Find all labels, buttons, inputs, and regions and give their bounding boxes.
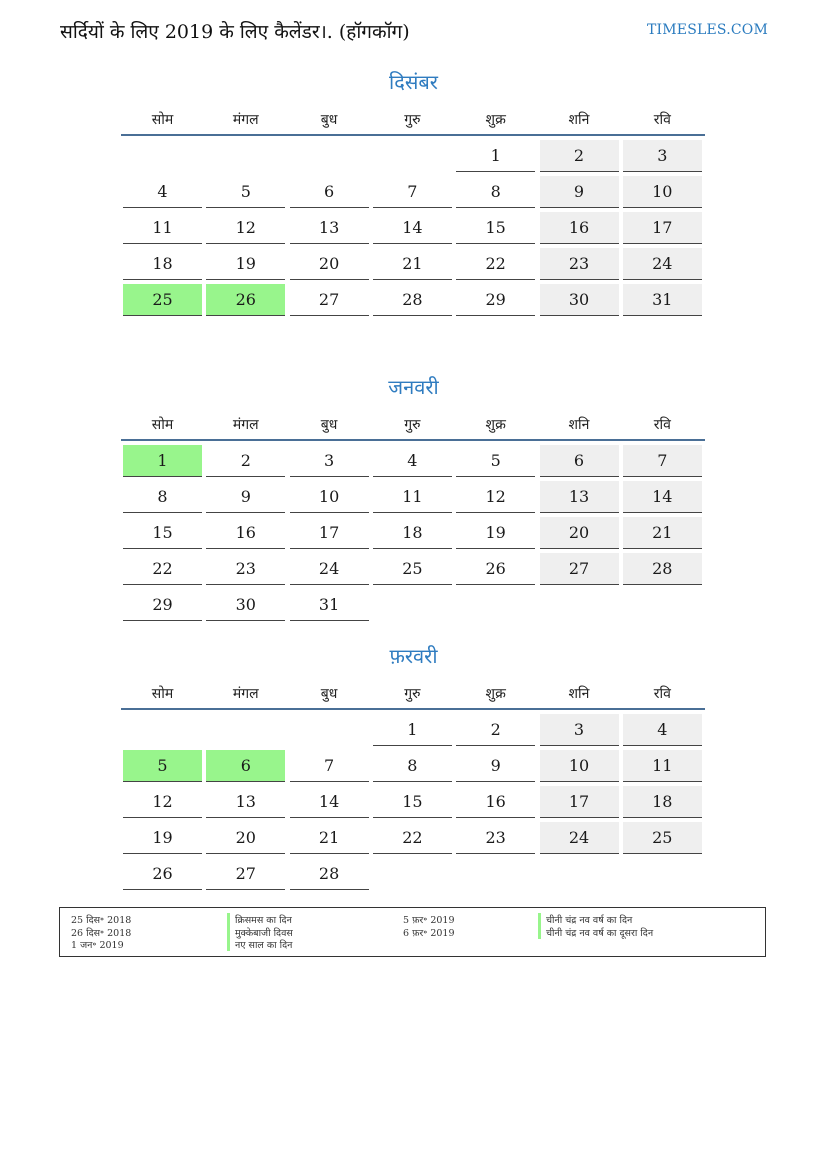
day-cell: 3	[540, 714, 619, 746]
weekday-label: शनि	[568, 112, 590, 128]
weekday-label: बुध	[320, 686, 338, 702]
weekday-label: गुरु	[404, 686, 421, 702]
day-cell: 6	[540, 445, 619, 477]
holiday-legend	[59, 907, 766, 957]
day-cell: 22	[373, 822, 452, 854]
day-cell: 16	[456, 786, 535, 818]
day-cell: 7	[373, 176, 452, 208]
day-cell: 4	[123, 176, 202, 208]
day-cell: 23	[540, 248, 619, 280]
day-cell: 27	[540, 553, 619, 585]
day-cell: 1	[456, 140, 535, 172]
day-cell: 17	[540, 786, 619, 818]
legend-date: 5 फ़र॰ 2019	[403, 915, 455, 926]
day-cell: 14	[623, 481, 702, 513]
day-cell: 2	[206, 445, 285, 477]
day-cell: 8	[123, 481, 202, 513]
day-cell: 7	[623, 445, 702, 477]
month-title: फ़रवरी	[389, 644, 438, 668]
weekday-label: सोम	[151, 112, 174, 128]
weekday-label: रवि	[653, 417, 671, 433]
day-cell: 29	[456, 284, 535, 316]
weekday-label: मंगल	[232, 112, 259, 128]
day-cell: 15	[456, 212, 535, 244]
day-cell: 9	[540, 176, 619, 208]
weekday-label: रवि	[653, 112, 671, 128]
day-cell: 29	[123, 589, 202, 621]
weekday-label: सोम	[151, 686, 174, 702]
day-cell: 8	[373, 750, 452, 782]
day-cell: 2	[540, 140, 619, 172]
day-cell: 23	[456, 822, 535, 854]
day-cell: 10	[540, 750, 619, 782]
weekday-label: मंगल	[232, 417, 259, 433]
day-cell: 9	[206, 481, 285, 513]
weekday-label: शनि	[568, 686, 590, 702]
day-cell: 3	[290, 445, 369, 477]
day-cell: 3	[623, 140, 702, 172]
site-link[interactable]: TIMESLES.COM	[647, 22, 768, 38]
legend-holiday-name: क्रिसमस का दिन	[227, 913, 292, 926]
legend-holiday-name: चीनी चंद्र नव वर्ष का दिन	[538, 913, 632, 926]
day-cell: 4	[373, 445, 452, 477]
day-cell: 26	[456, 553, 535, 585]
day-cell: 20	[290, 248, 369, 280]
day-cell: 22	[123, 553, 202, 585]
month-title: दिसंबर	[389, 70, 438, 94]
day-cell: 13	[290, 212, 369, 244]
day-cell: 20	[206, 822, 285, 854]
holiday-day-cell: 1	[123, 445, 202, 477]
month-title: जनवरी	[388, 375, 439, 399]
legend-holiday-name: मुक्केबाजी दिवस	[227, 926, 293, 939]
day-cell: 10	[290, 481, 369, 513]
day-cell: 19	[123, 822, 202, 854]
weekday-label: मंगल	[232, 686, 259, 702]
day-cell: 4	[623, 714, 702, 746]
day-cell: 5	[456, 445, 535, 477]
day-cell: 28	[290, 858, 369, 890]
day-cell: 18	[373, 517, 452, 549]
day-cell: 31	[623, 284, 702, 316]
day-cell: 24	[623, 248, 702, 280]
day-cell: 13	[206, 786, 285, 818]
weekday-label: रवि	[653, 686, 671, 702]
day-cell: 27	[290, 284, 369, 316]
weekday-header	[121, 678, 705, 710]
day-cell: 16	[540, 212, 619, 244]
legend-date: 26 दिस॰ 2018	[71, 927, 132, 939]
day-cell: 21	[290, 822, 369, 854]
day-cell: 5	[206, 176, 285, 208]
day-cell: 26	[123, 858, 202, 890]
day-cell: 18	[623, 786, 702, 818]
legend-holiday-name: चीनी चंद्र नव वर्ष का दूसरा दिन	[538, 926, 653, 939]
holiday-day-cell: 5	[123, 750, 202, 782]
day-cell: 10	[623, 176, 702, 208]
day-cell: 9	[456, 750, 535, 782]
day-cell: 30	[540, 284, 619, 316]
day-cell: 15	[123, 517, 202, 549]
day-cell: 19	[456, 517, 535, 549]
day-cell: 12	[456, 481, 535, 513]
day-cell: 12	[206, 212, 285, 244]
weekday-label: बुध	[320, 112, 338, 128]
day-cell: 27	[206, 858, 285, 890]
weekday-label: सोम	[151, 417, 174, 433]
day-cell: 14	[290, 786, 369, 818]
weekday-label: गुरु	[404, 112, 421, 128]
day-cell: 13	[540, 481, 619, 513]
day-cell: 30	[206, 589, 285, 621]
day-cell: 6	[290, 176, 369, 208]
month-grid	[121, 409, 705, 614]
holiday-day-cell: 25	[123, 284, 202, 316]
month-grid	[121, 678, 705, 883]
day-cell: 23	[206, 553, 285, 585]
weekday-label: बुध	[320, 417, 338, 433]
holiday-day-cell: 26	[206, 284, 285, 316]
day-cell: 18	[123, 248, 202, 280]
weekday-label: शुक्र	[485, 112, 506, 128]
month-grid	[121, 104, 705, 309]
day-cell: 12	[123, 786, 202, 818]
day-cell: 2	[456, 714, 535, 746]
day-cell: 17	[290, 517, 369, 549]
day-cell: 1	[373, 714, 452, 746]
day-cell: 25	[373, 553, 452, 585]
day-cell: 11	[123, 212, 202, 244]
holiday-day-cell: 6	[206, 750, 285, 782]
day-cell: 8	[456, 176, 535, 208]
day-cell: 28	[623, 553, 702, 585]
weekday-label: शनि	[568, 417, 590, 433]
day-cell: 25	[623, 822, 702, 854]
day-cell: 11	[623, 750, 702, 782]
legend-date: 1 जन॰ 2019	[71, 940, 124, 951]
day-cell: 24	[540, 822, 619, 854]
day-cell: 7	[290, 750, 369, 782]
day-cell: 21	[373, 248, 452, 280]
day-cell: 17	[623, 212, 702, 244]
day-cell: 28	[373, 284, 452, 316]
weekday-label: शुक्र	[485, 686, 506, 702]
legend-date: 6 फ़र॰ 2019	[403, 927, 455, 939]
day-cell: 15	[373, 786, 452, 818]
legend-holiday-name: नए साल का दिन	[227, 938, 292, 951]
weekday-header	[121, 409, 705, 441]
weekday-label: गुरु	[404, 417, 421, 433]
day-cell: 11	[373, 481, 452, 513]
day-cell: 19	[206, 248, 285, 280]
weekday-header	[121, 104, 705, 136]
page-title: सर्दियों के लिए 2019 के लिए कैलेंडर।. (हॉगकॉग)	[60, 21, 410, 43]
day-cell: 16	[206, 517, 285, 549]
day-cell: 21	[623, 517, 702, 549]
day-cell: 22	[456, 248, 535, 280]
legend-date: 25 दिस॰ 2018	[71, 915, 132, 926]
day-cell: 20	[540, 517, 619, 549]
day-cell: 31	[290, 589, 369, 621]
day-cell: 24	[290, 553, 369, 585]
day-cell: 14	[373, 212, 452, 244]
weekday-label: शुक्र	[485, 417, 506, 433]
